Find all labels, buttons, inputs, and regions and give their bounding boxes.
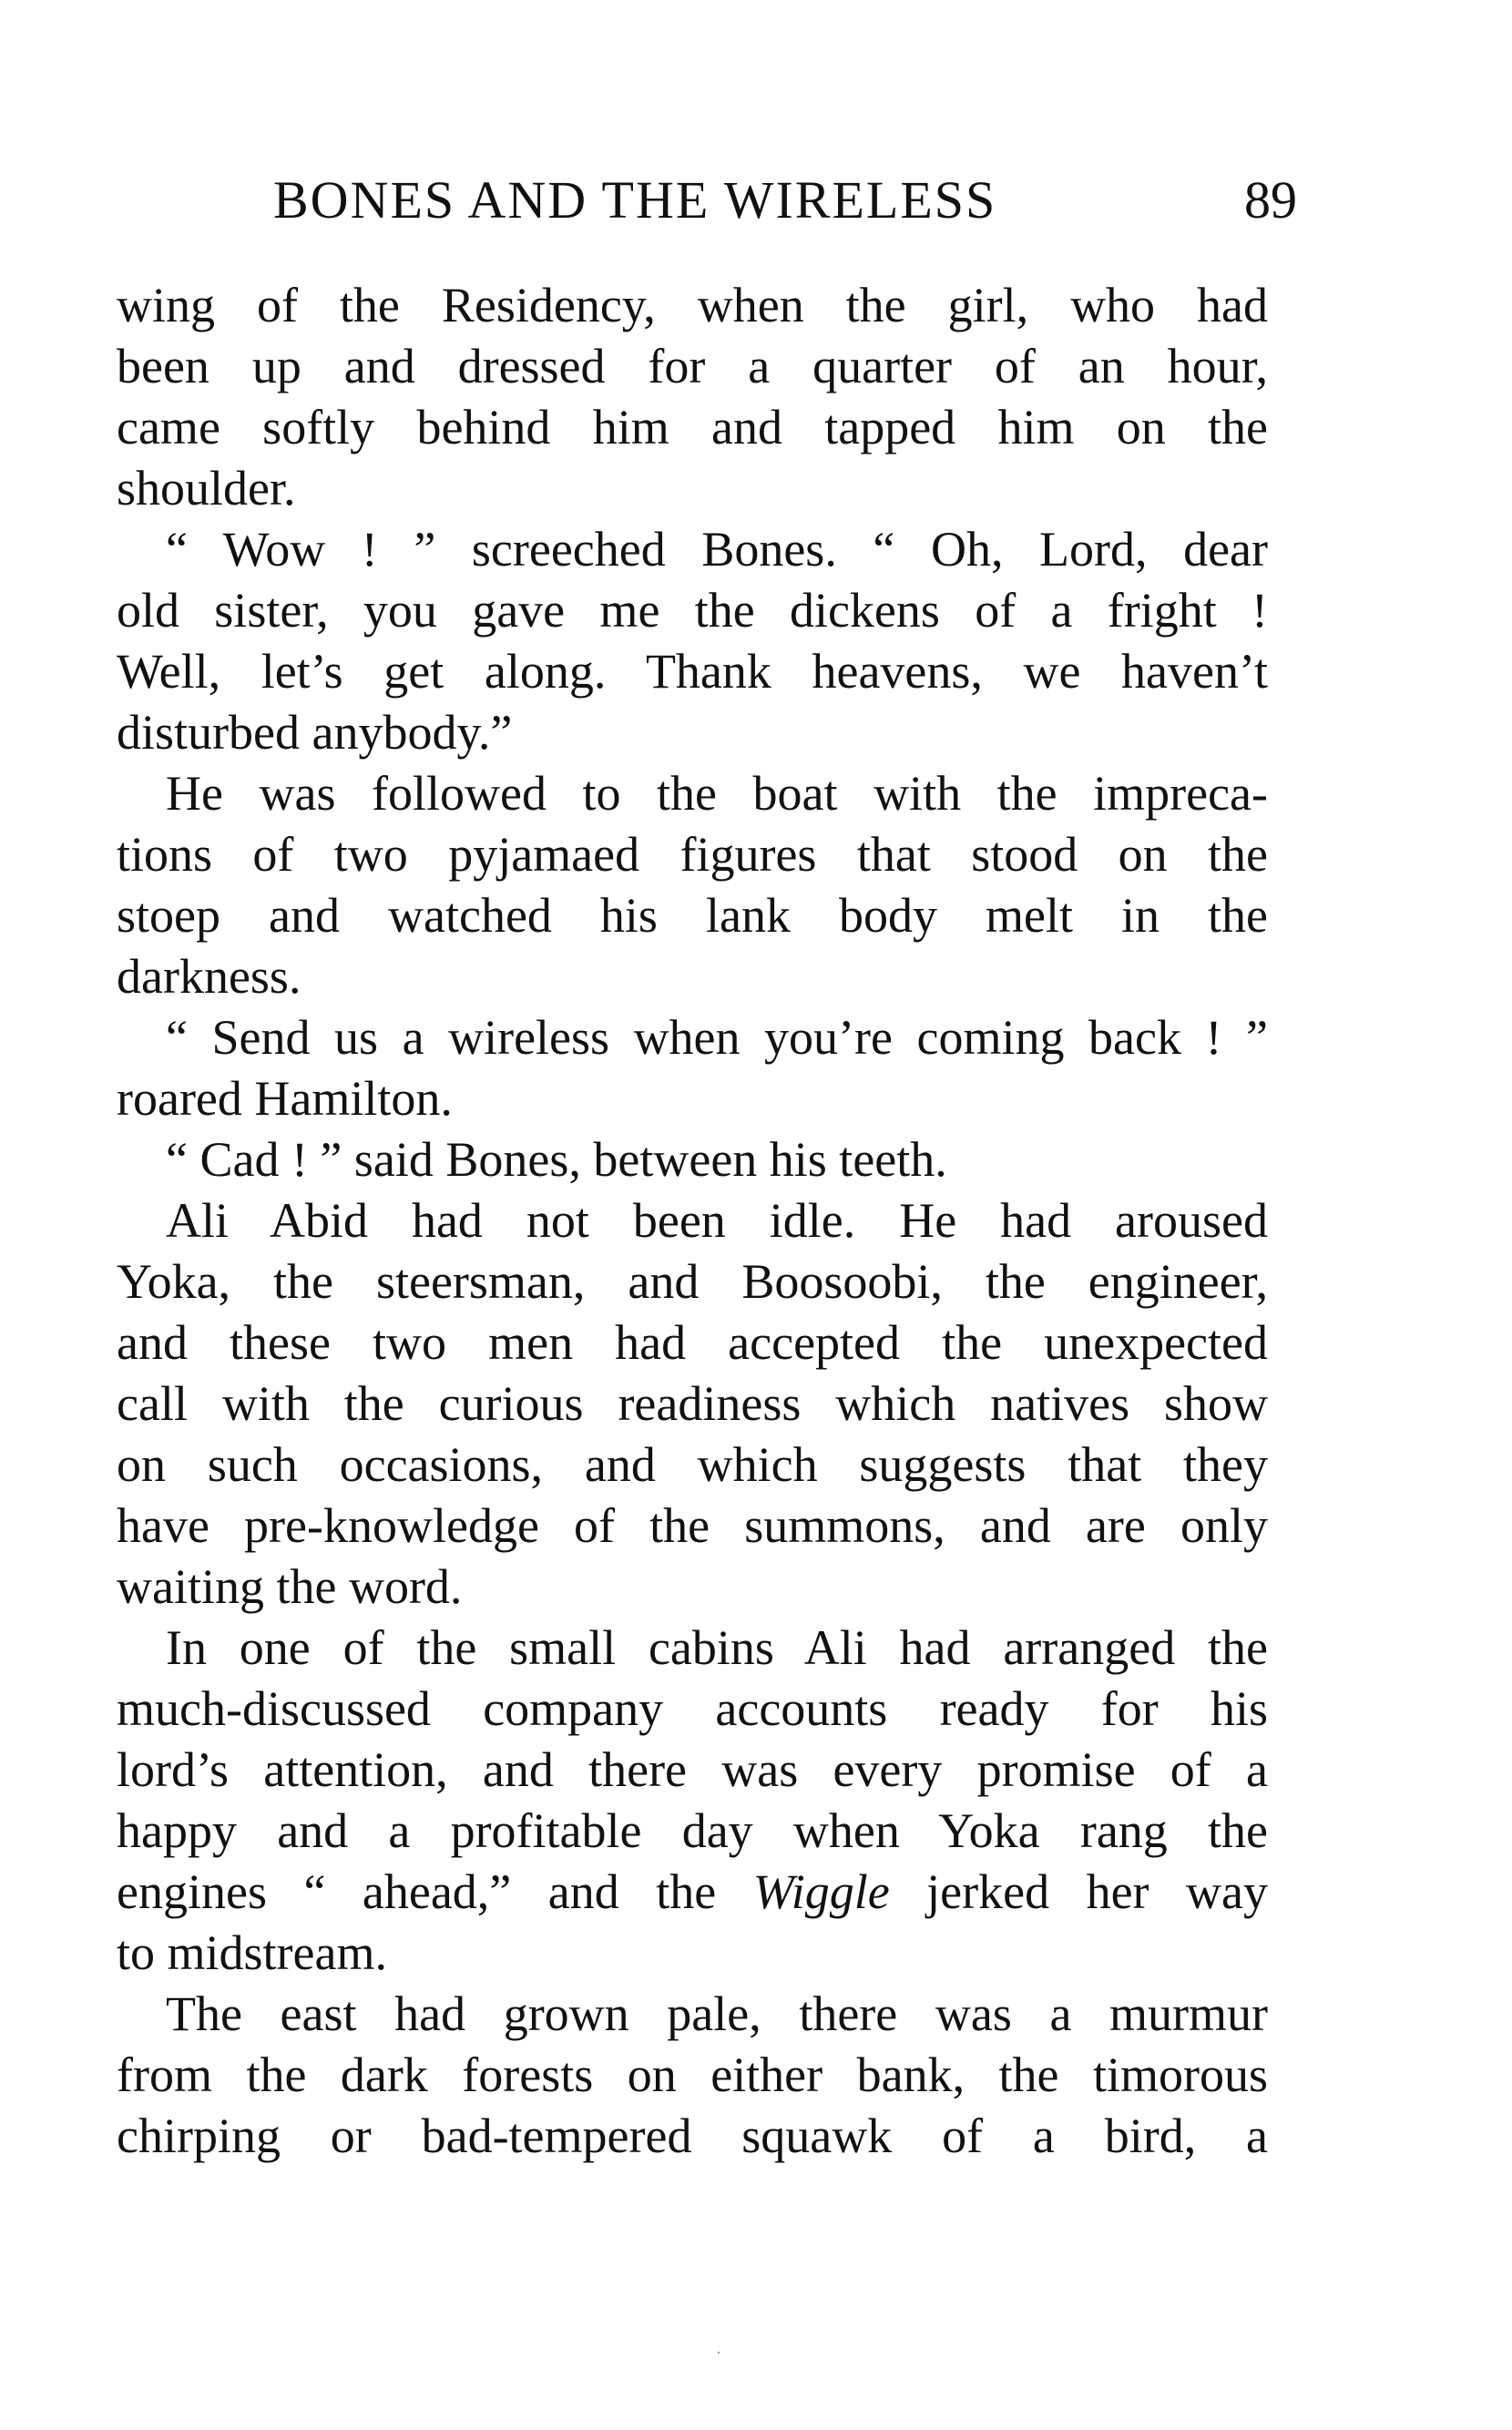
text-line: disturbed anybody.” (117, 705, 513, 760)
page-number: 89 (1244, 170, 1297, 230)
text-line: lord’s attention, and there was every promise of a (117, 1742, 1268, 1797)
text-line: to midstream. (117, 1925, 387, 1980)
text-line: shoulder. (117, 461, 296, 516)
text-line: stoep and watched his lank body melt in the (117, 888, 1268, 943)
page-header (273, 169, 1297, 242)
text-line: happy and a profitable day when Yoka rang the (117, 1803, 1268, 1858)
text-line: from the dark forests on either bank, the timorous (117, 2047, 1268, 2102)
text-line: Well, let’s get along. Thank heavens, we haven’t (117, 644, 1268, 699)
text-line: waiting the word. (117, 1559, 463, 1614)
text-line: In one of the small cabins Ali had arranged the (166, 1620, 1268, 1675)
text-line-italic: engines “ ahead,” and the Wiggle jerked her way (117, 1864, 1268, 1919)
text-line: have pre-knowledge of the summons, and are only (117, 1498, 1268, 1553)
body-text (117, 275, 1268, 2167)
text-line: darkness. (117, 949, 301, 1004)
text-line: “ Send us a wireless when you’re coming back ! ” (166, 1010, 1268, 1065)
text-line: came softly behind him and tapped him on the (117, 400, 1268, 454)
text-line: Ali Abid had not been idle. He had aroused (166, 1193, 1268, 1248)
text-line: much-discussed company accounts ready for his (117, 1681, 1268, 1736)
text-line: roared Hamilton. (117, 1071, 453, 1126)
text-line: call with the curious readiness which natives show (117, 1376, 1268, 1431)
text-line: The east had grown pale, there was a murmur (166, 1986, 1268, 2041)
text-line: on such occasions, and which suggests that they (117, 1437, 1268, 1492)
text-line: Yoka, the steersman, and Boosoobi, the engineer, (117, 1254, 1268, 1309)
text-line: and these two men had accepted the unexpected (117, 1315, 1268, 1370)
text-line: old sister, you gave me the dickens of a fright ! (117, 583, 1268, 638)
text-line: been up and dressed for a quarter of an hour, (117, 339, 1268, 393)
text-line: tions of two pyjamaed figures that stood on the (117, 827, 1268, 882)
ship-name: Wiggle (752, 1864, 890, 1919)
scan-speck (718, 2352, 720, 2353)
text-line: chirping or bad-tempered squawk of a bird, a (117, 2108, 1268, 2163)
text-line: wing of the Residency, when the girl, who had (117, 278, 1268, 332)
text-line: “ Cad ! ” said Bones, between his teeth. (166, 1132, 947, 1187)
running-title: BONES AND THE WIRELESS (273, 170, 997, 230)
text-line: “ Wow ! ” screeched Bones. “ Oh, Lord, dear (166, 522, 1268, 577)
text-line: He was followed to the boat with the impreca- (166, 766, 1268, 821)
